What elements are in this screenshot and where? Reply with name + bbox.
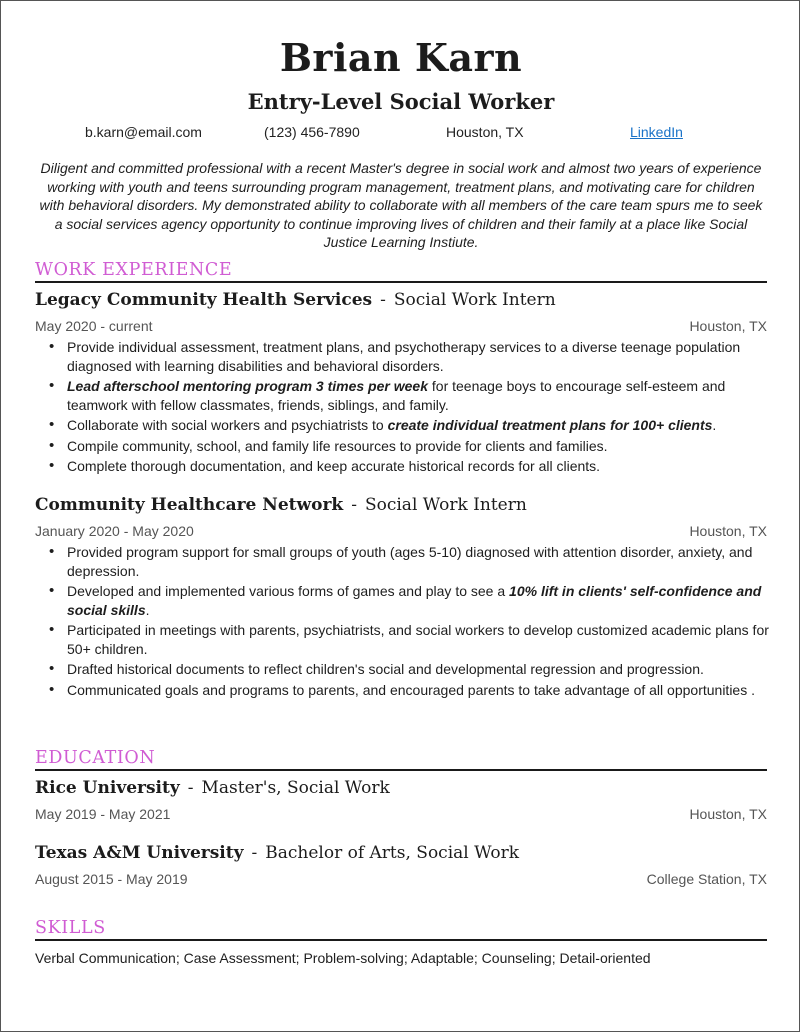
job-title: Entry-Level Social Worker (247, 89, 555, 114)
bullet-text: Compile community, school, and family life resources to provide for clients and families. (67, 437, 608, 454)
role-title: Social Work Intern (393, 290, 556, 310)
bullet-text: Participated in meetings with parents, psychiatrists, and social workers to develop customized academic plans for 50+ children. (67, 622, 769, 657)
bullet-item (49, 338, 769, 375)
school-name: Rice University (35, 778, 180, 798)
summary-paragraph: Diligent and committed professional with a recent Master's degree in social work and almost two years of experience working with youth and teens surrounding program management, treatment plans, and motivating care for children with behavioral disorders. My demonstrated ability to collaborate with all members of the care team spurs me to seek a social services agency opportunity to continue improving lives of children and their family at a place like Social Justice Learning Instiute. (39, 160, 763, 251)
separator: - (251, 843, 258, 863)
bullet-item (49, 437, 769, 456)
employment-dates: January 2020 - May 2020 (35, 523, 194, 539)
work-entry-2-heading (35, 495, 527, 515)
section-heading-education: EDUCATION (35, 748, 767, 771)
bullet-text: Drafted historical documents to reflect children's social and developmental regression and progression. (67, 661, 704, 677)
employer-name: Community Healthcare Network (35, 495, 344, 515)
section-heading-skills: SKILLS (35, 918, 767, 941)
education-dates: May 2019 - May 2021 (35, 806, 171, 822)
employment-dates: May 2020 - current (35, 318, 153, 334)
bullet-item (49, 457, 769, 476)
bullet-text: Provide individual assessment, treatment plans, and psychotherapy services to a diverse teenage population diagnosed with learning disabilities and behavioral disorders. (67, 339, 741, 374)
employment-location: Houston, TX (689, 318, 767, 334)
bullet-item (49, 543, 769, 580)
highlighted-achievement: 10% lift in clients' self-confidence and social skills (67, 583, 762, 618)
degree: Bachelor of Arts, Social Work (265, 843, 520, 863)
role-title: Social Work Intern (364, 495, 527, 515)
bullet-text: Complete thorough documentation, and keep accurate historical records for all clients. (67, 458, 601, 474)
education-entry-2-meta (35, 871, 767, 887)
contact-phone: (123) 456-7890 (264, 124, 360, 140)
separator: - (380, 290, 386, 310)
candidate-name: Brian Karn (279, 35, 523, 80)
education-entry-1-heading (35, 778, 390, 798)
work-entry-1-heading (35, 290, 556, 310)
work-entry-1-bullets (49, 338, 769, 478)
bullet-item (49, 621, 769, 658)
bullet-text: Collaborate with social workers and psychiatrists to (67, 417, 388, 433)
separator: - (187, 778, 194, 798)
work-entry-1-meta (35, 318, 767, 334)
employment-location: Houston, TX (689, 523, 767, 539)
education-location: Houston, TX (689, 806, 767, 822)
education-dates: August 2015 - May 2019 (35, 871, 188, 887)
bullet-text: for teenage boys to encourage self-esteem and teamwork with fellow classmates, friends, siblings, and family. (67, 378, 726, 413)
work-entry-2-bullets (49, 543, 769, 701)
degree: Master's, Social Work (201, 778, 390, 798)
bullet-text: Developed and implemented various forms of games and play to see a (67, 583, 510, 599)
bullet-text: . (712, 417, 717, 433)
bullet-item (49, 416, 769, 435)
bullet-item (49, 377, 769, 414)
bullet-item (49, 681, 769, 700)
education-entry-2-heading (35, 843, 519, 863)
bullet-text: . (145, 601, 150, 618)
contact-email[interactable]: b.karn@email.com (85, 124, 202, 140)
employer-name: Legacy Community Health Services (35, 290, 373, 310)
education-entry-1-meta (35, 806, 767, 822)
skills-list: Verbal Communication; Case Assessment; Problem-solving; Adaptable; Counseling; Detail-oriented (35, 950, 651, 966)
highlighted-achievement: Lead afterschool mentoring program 3 times per week (67, 378, 428, 394)
work-entry-2-meta (35, 523, 767, 539)
bullet-text: Provided program support for small groups of youth (ages 5-10) diagnosed with attention disorder, anxiety, and depression. (67, 544, 753, 579)
education-location: College Station, TX (646, 871, 767, 887)
bullet-text: Communicated goals and programs to parents, and encouraged parents to take advantage of all opportunities . (67, 681, 755, 698)
contact-location: Houston, TX (446, 124, 524, 140)
bullet-item (49, 582, 769, 619)
school-name: Texas A&M University (35, 843, 244, 863)
separator: - (351, 495, 357, 515)
linkedin-link[interactable]: LinkedIn (630, 124, 683, 140)
bullet-item (49, 660, 769, 679)
highlighted-achievement: create individual treatment plans for 100+ clients (387, 417, 713, 433)
section-heading-work: WORK EXPERIENCE (35, 260, 767, 283)
